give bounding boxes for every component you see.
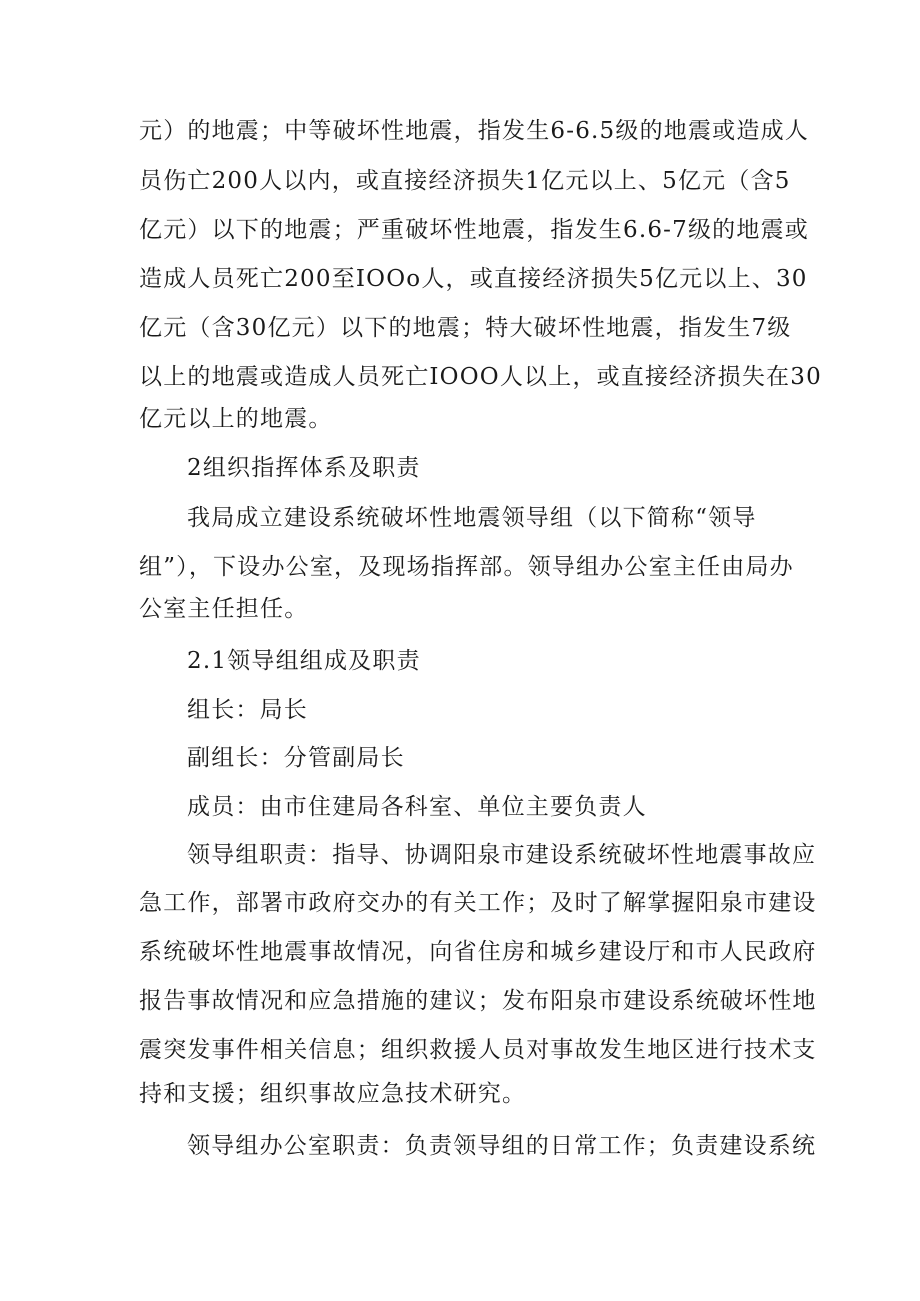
body-text-line: 造成人员死亡200至IOOo人，或直接经济损失5亿元以上、30 — [139, 266, 808, 292]
body-text-line: 元）的地震；中等破坏性地震，指发生6-6.5级的地震或造成人 — [139, 118, 809, 144]
body-text-line: 领导组职责：指导、协调阳泉市建设系统破坏性地震事故应 — [187, 842, 817, 868]
body-text-line: 急工作，部署市政府交办的有关工作；及时了解掌握阳泉市建设 — [139, 890, 817, 916]
body-text-line: 以上的地震或造成人员死亡IOOO人以上，或直接经济损失在30 — [139, 364, 822, 390]
section-heading: 2组织指挥体系及职责 — [187, 455, 421, 481]
body-text-line: 员伤亡200人以内，或直接经济损失1亿元以上、5亿元（含5 — [139, 168, 791, 194]
body-text-line: 我局成立建设系统破坏性地震领导组（以下简称“领导 — [187, 505, 757, 531]
deputy-leader-line: 副组长：分管副局长 — [187, 745, 405, 771]
leader-line: 组长：局长 — [187, 697, 308, 723]
body-text-line: 报告事故情况和应急措施的建议；发布阳泉市建设系统破坏性地 — [139, 988, 817, 1014]
body-text-line: 系统破坏性地震事故情况，向省住房和城乡建设厅和市人民政府 — [139, 939, 817, 965]
body-text-line: 公室主任担任。 — [139, 596, 309, 622]
body-text-line: 组”），下设办公室，及现场指挥部。领导组办公室主任由局办 — [139, 554, 794, 580]
body-text-line: 领导组办公室职责：负责领导组的日常工作；负责建设系统 — [187, 1133, 817, 1159]
subsection-heading: 2.1领导组组成及职责 — [187, 648, 421, 674]
body-text-line: 亿元（含30亿元）以下的地震；特大破坏性地震，指发生7级 — [139, 315, 792, 341]
members-line: 成员：由市住建局各科室、单位主要负责人 — [187, 794, 647, 820]
body-text-line: 亿元）以下的地震；严重破坏性地震，指发生6.6-7级的地震或 — [139, 217, 809, 243]
body-text-line: 持和支援；组织事故应急技术研究。 — [139, 1081, 527, 1107]
body-text-line: 亿元以上的地震。 — [139, 406, 333, 432]
body-text-line: 震突发事件相关信息；组织救援人员对事故发生地区进行技术支 — [139, 1037, 817, 1063]
